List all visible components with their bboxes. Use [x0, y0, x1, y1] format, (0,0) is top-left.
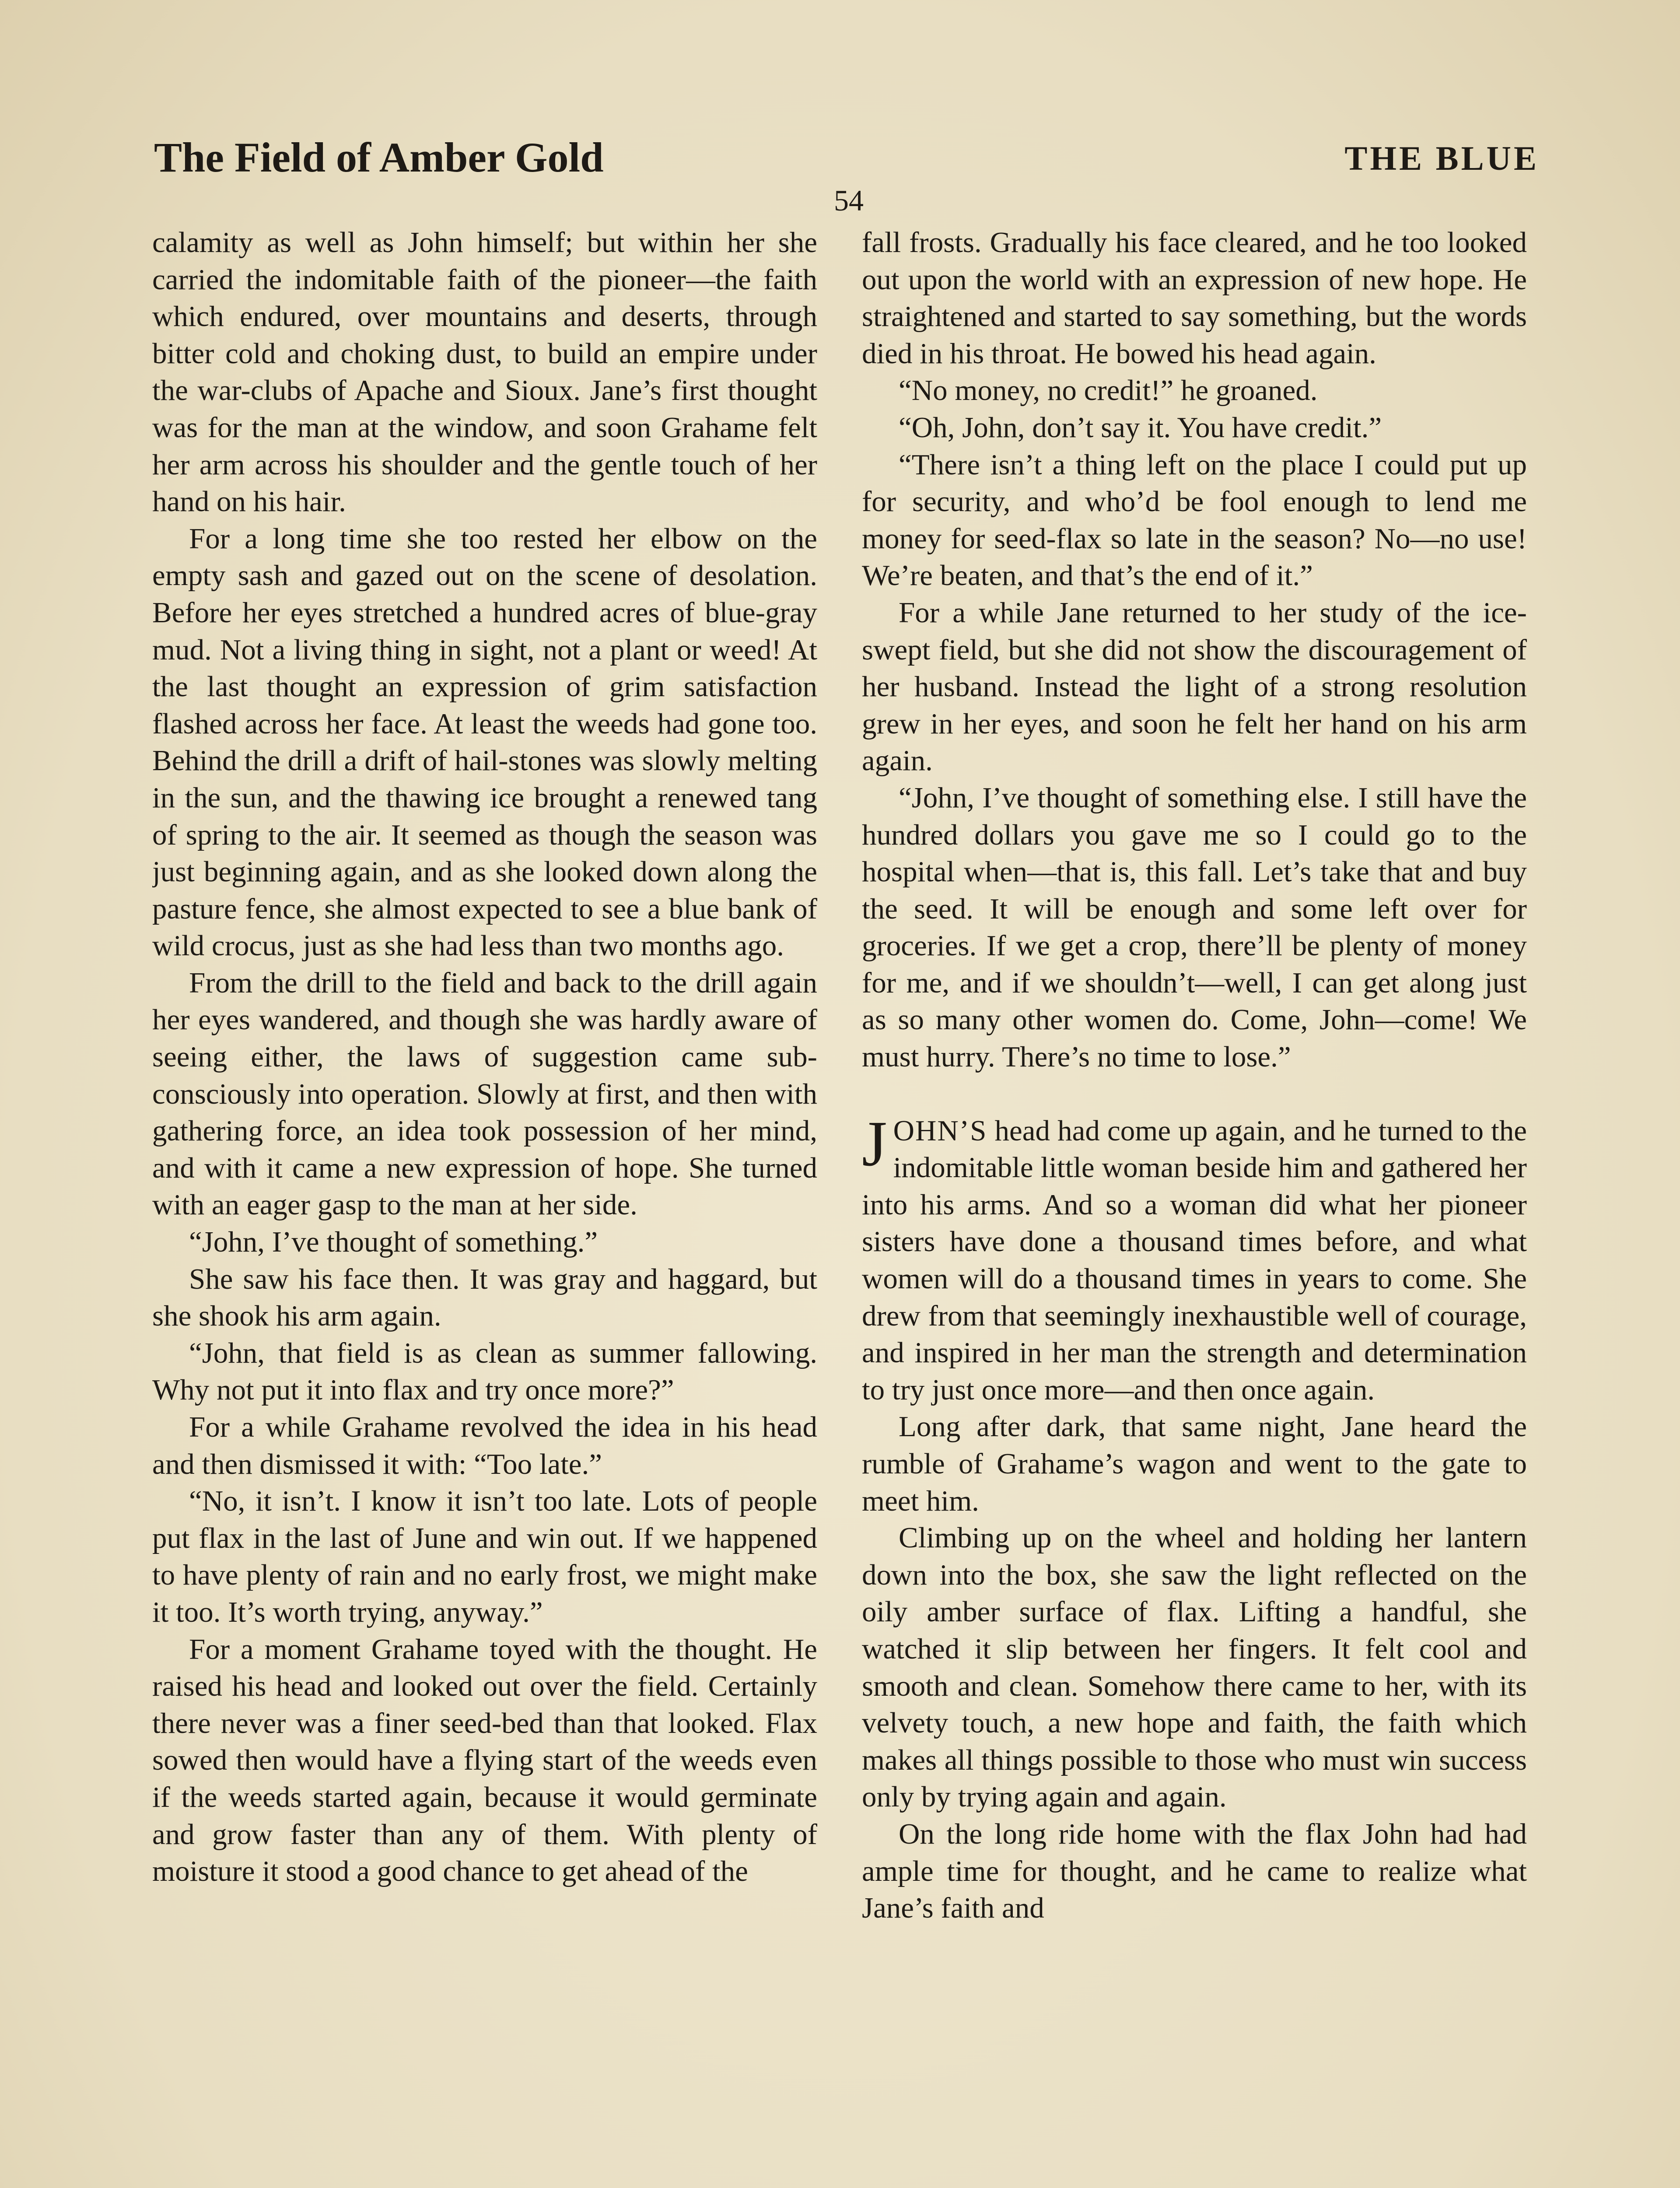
section-opening-paragraph [862, 1108, 1527, 1409]
paragraph: On the long ride home with the flax John had had ample time for thought, and he came to realize what Jane’s faith and [862, 1817, 1527, 1925]
right-column [862, 224, 1527, 2188]
paragraph: “John, I’ve thought of something.” [189, 1226, 598, 1259]
story-title: The Field of Amber Gold [154, 134, 604, 181]
paragraph: For a long time she too rested her elbow on the empty sash and gazed out on the scene of desolation. Before her eyes stretched a hundred acres of blue-gray mud. Not a living thing in sight, not a plant or weed! At the last thought an expression of grim satisfaction flashed across her face. At least the weeds had gone too. Behind the drill a drift of hail-stones was slowly melting in the sun, and the thawing ice brought a renewed tang of spring to the air. It seemed as though the season was just beginning again, and as she looked down along the pasture fence, she almost expected to see a blue bank of wild crocus, just as she had less than two months ago. [152, 522, 817, 962]
paragraph: For a while Grahame revolved the idea in his head and then dismissed it with: “Too late.” [152, 1411, 817, 1480]
paragraph: “John, I’ve thought of something else. I still have the hundred dollars you gave me so I could go to the hospital when—that is, this fall. Let’s take that and buy the seed. It will be enough and some left over for groceries. If we get a crop, there’ll be plenty of money for me, and if we shouldn’t—well, I can get along just as so many other women do. Come, John—come! We must hurry. There’s no time to lose.” [862, 781, 1527, 1073]
magazine-name: THE BLUE [1344, 139, 1539, 177]
paragraph: Long after dark, that same night, Jane heard the rumble of Grahame’s wagon and went to the gate to meet him. [862, 1410, 1527, 1517]
paragraph: fall frosts. Gradually his face cleared, and he too looked out upon the world with an expression of new hope. He straightened and started to say something, but the words died in his throat. He bowed his head again. [862, 226, 1527, 370]
paragraph: calamity as well as John himself; but within her she carried the indomitable faith of the pioneer—the faith which endured, over mountains and deserts, through bitter cold and choking dust, to build an empire under the war-clubs of Apache and Sioux. Jane’s first thought was for the man at the window, and soon Grahame felt her arm across his shoulder and the gentle touch of her hand on his hair. [152, 226, 817, 518]
drop-cap: J [862, 1108, 887, 1180]
paragraph: “No money, no credit!” he groaned. [899, 374, 1318, 407]
page-number: 54 [834, 184, 864, 217]
paragraph: “John, that field is as clean as summer fallowing. Why not put it into flax and try once more?” [152, 1336, 817, 1406]
paragraph: From the drill to the field and back to the drill again her eyes wandered, and though she was hardly aware of seeing either, the laws of suggestion came sub-consciously into operation. Slowly at first, and then with gathering force, an idea took possession of her mind, and with it came a new expression of hope. She turned with an eager gasp to the man at her side. [152, 966, 817, 1221]
small-caps-lead: OHN’S [893, 1114, 987, 1147]
paragraph: For a while Jane returned to her study of the ice-swept field, but she did not show the discouragement of her husband. Instead the light of a strong resolution grew in her eyes, and soon he felt her hand on his arm again. [862, 596, 1527, 777]
left-column [152, 224, 817, 2188]
paragraph: “No, it isn’t. I know it isn’t too late. Lots of people put flax in the last of June and win out. If we happened to have plenty of rain and no early frost, we might make it too. It’s worth trying, anyway.” [152, 1485, 817, 1628]
paragraph: “There isn’t a thing left on the place I could put up for security, and who’d be fool enough to lend me money for seed-flax so late in the season? No—no use! We’re beaten, and that’s the end of it.” [862, 448, 1527, 592]
paragraph: She saw his face then. It was gray and haggard, but she shook his arm again. [152, 1262, 817, 1332]
paragraph: “Oh, John, don’t say it. You have credit.” [899, 411, 1382, 444]
paragraph: Climbing up on the wheel and holding her lantern down into the box, she saw the light reflected on the oily amber surface of flax. Lifting a handful, she watched it slip between her fingers. It felt cool and smooth and clean. Somehow there came to her, with its velvety touch, a new hope and faith, the faith which makes all things possible to those who must win success only by trying again and again. [862, 1522, 1527, 1813]
paragraph: For a moment Grahame toyed with the thought. He raised his head and looked out over the field. Certainly there never was a finer seed-bed than that looked. Flax sowed then would have a flying start of the weeds even if the weeds started again, because it would germinate and grow faster than any of them. With plenty of moisture it stood a good chance to get ahead of the [152, 1633, 817, 1888]
paragraph-text: head had come up again, and he turned to the indomitable little woman beside him and gathered her into his arms. And so a woman did what her pioneer sisters have done a thousand times before, and what women will do a thousand times in years to come. She drew from that seemingly inexhaustible well of courage, and inspired in her man the strength and determination to try just once more—and then once again. [862, 1114, 1527, 1406]
